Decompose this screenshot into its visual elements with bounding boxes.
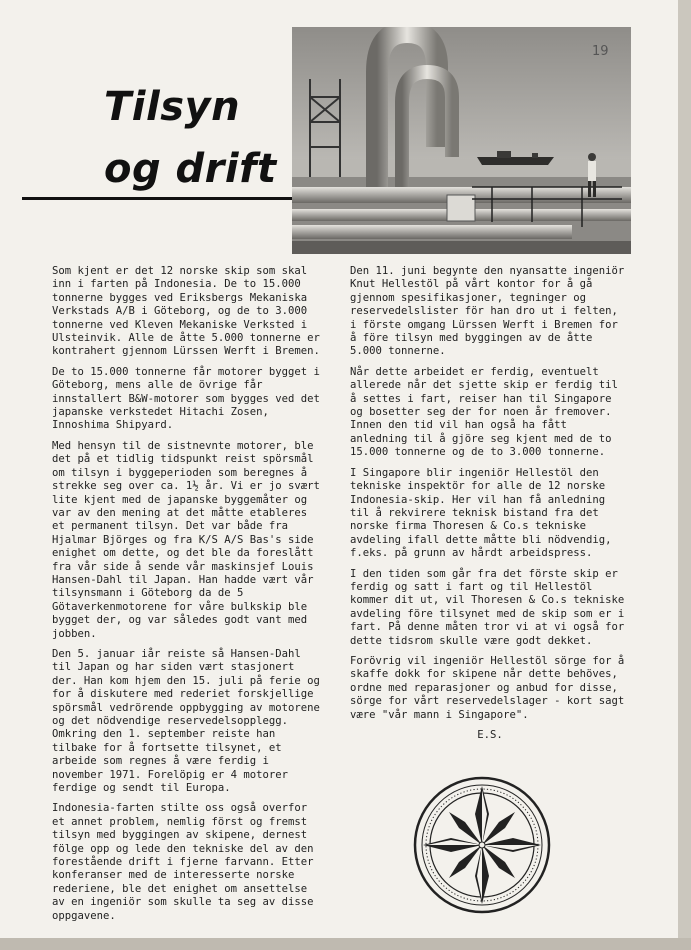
author-signature: E.S. bbox=[477, 729, 503, 741]
page-number: 19 bbox=[592, 44, 609, 59]
right-paragraph-2: Når dette arbeidet er ferdig, eventuelt allerede når det sjette skip er ferdig til å settes i fart, reiser han til Singapore og bosetter seg der for noen år fremover. Innen den tid vil han også ha fått anledning til å gjöre seg kjent med de to 15.000 tonnerne og de to 3.000 tonnerne. bbox=[350, 365, 618, 459]
left-paragraph-2: De to 15.000 tonnerne får motorer bygget i Göteborg, mens alle de övrige får innstallert B&W-motorer som bygges ved det japanske verkstedet Hitachi Zosen, Innoshima Shipyard. bbox=[52, 365, 320, 432]
left-column bbox=[52, 265, 322, 930]
left-paragraph-4: Den 5. januar iår reiste så Hansen-Dahl til Japan og har siden vært stasjonert der. Han kom hjem den 15. juli på ferie og for å diskutere med rederiet forskjellige spörsmål vedrörende oppbygging av motorene og det nödvendige reservedelsopplegg. Omkring den 1. september reiste han tilbake for å fortsette tilsynet, et arbeide som regnes å være ferdig i november 1971. Forelöpig er 4 motorer ferdige og sendt til Europa. bbox=[52, 647, 320, 795]
right-paragraph-5: Forövrig vil ingeniör Hellestöl sörge for å skaffe dokk for skipene når dette behöves, ordne med reparasjoner og anbud for disse, sörge for vårt reservedelslager - kort sagt være "vår mann i Singapore". bbox=[350, 654, 625, 721]
pipeline-photo-drawing bbox=[292, 27, 631, 254]
left-paragraph-3: Med hensyn til de sistnevnte motorer, ble det på et tidlig tidspunkt reist spörsmål om tilsyn i byggeperioden som beregnes å strekke seg over ca. 1½ år. Vi er jo svært lite kjent med de japanske byggemåter og var av den mening at det måtte etableres et permanent tilsyn. Det var både fra Hjalmar Björges og fra K/S A/S Bas's side enighet om dette, og det ble da foreslått fra vår side å sende vår maskinsjef Louis Hansen-Dahl til Japan. Han hadde vært vår tilsynsmann i Göteborg da de 5 Götaverkenmotorene for våre bulkskip ble bygget der, og var således godt vant med jobben. bbox=[52, 439, 320, 640]
page-bottom-edge bbox=[0, 938, 691, 950]
pipeline-photo bbox=[292, 27, 631, 254]
right-paragraph-3: I Singapore blir ingeniör Hellestöl den tekniske inspektör for alle de 12 norske Indonesia-skip. Her vil han få anledning til å rekvirere teknisk bistand fra det norske firma Thoresen & Co.s tekniske avdeling ifall dette måtte bli nödvendig, f.eks. på grunn av hårdt arbeidspress. bbox=[350, 466, 612, 560]
compass-rose-icon bbox=[413, 776, 551, 914]
right-column bbox=[350, 265, 630, 742]
article-title-line1: Tilsyn bbox=[104, 84, 241, 130]
article-title-line2: og drift bbox=[104, 146, 277, 192]
left-paragraph-1: Som kjent er det 12 norske skip som skal inn i farten på Indonesia. De to 15.000 tonnerne bygges ved Eriksbergs Mekaniska Verkstads A/B i Göteborg, og de to 3.000 tonnerne ved Kleven Mekaniske Verksted i Ulsteinvik. Alle de åtte 5.000 tonnerne er kontrahert gjennom Lürssen Werft i Bremen. bbox=[52, 265, 320, 358]
right-paragraph-4: I den tiden som går fra det förste skip er ferdig og satt i fart og til Hellestöl kommer dit ut, vil Thoresen & Co.s tekniske avdeling före tilsynet med de skip som er i fart. På denne måten tror vi at vi også for dette tidsrom skulle være godt dekket. bbox=[350, 567, 625, 647]
left-paragraph-5: Indonesia-farten stilte oss også overfor et annet problem, nemlig först og fremst tilsyn med byggingen av skipene, dernest fölge opp og lede den tekniske del av den forestående drift i fjerne farvann. Etter konferanser med de interesserte norske rederiene, ble det enighet om ansettelse av en ingeniör som skulle ta seg av disse oppgavene. bbox=[52, 802, 314, 922]
page-edge bbox=[678, 0, 691, 950]
title-rule bbox=[22, 197, 328, 200]
right-paragraph-1: Den 11. juni begynte den nyansatte ingeniör Knut Hellestöl på vårt kontor for å gå gjennom spesifikasjoner, tegninger og reservedelslister för han dro ut i felten, i förste omgang Lürssen Werft i Bremen for å före tilsyn med byggingen av de åtte 5.000 tonnerne. bbox=[350, 265, 625, 358]
